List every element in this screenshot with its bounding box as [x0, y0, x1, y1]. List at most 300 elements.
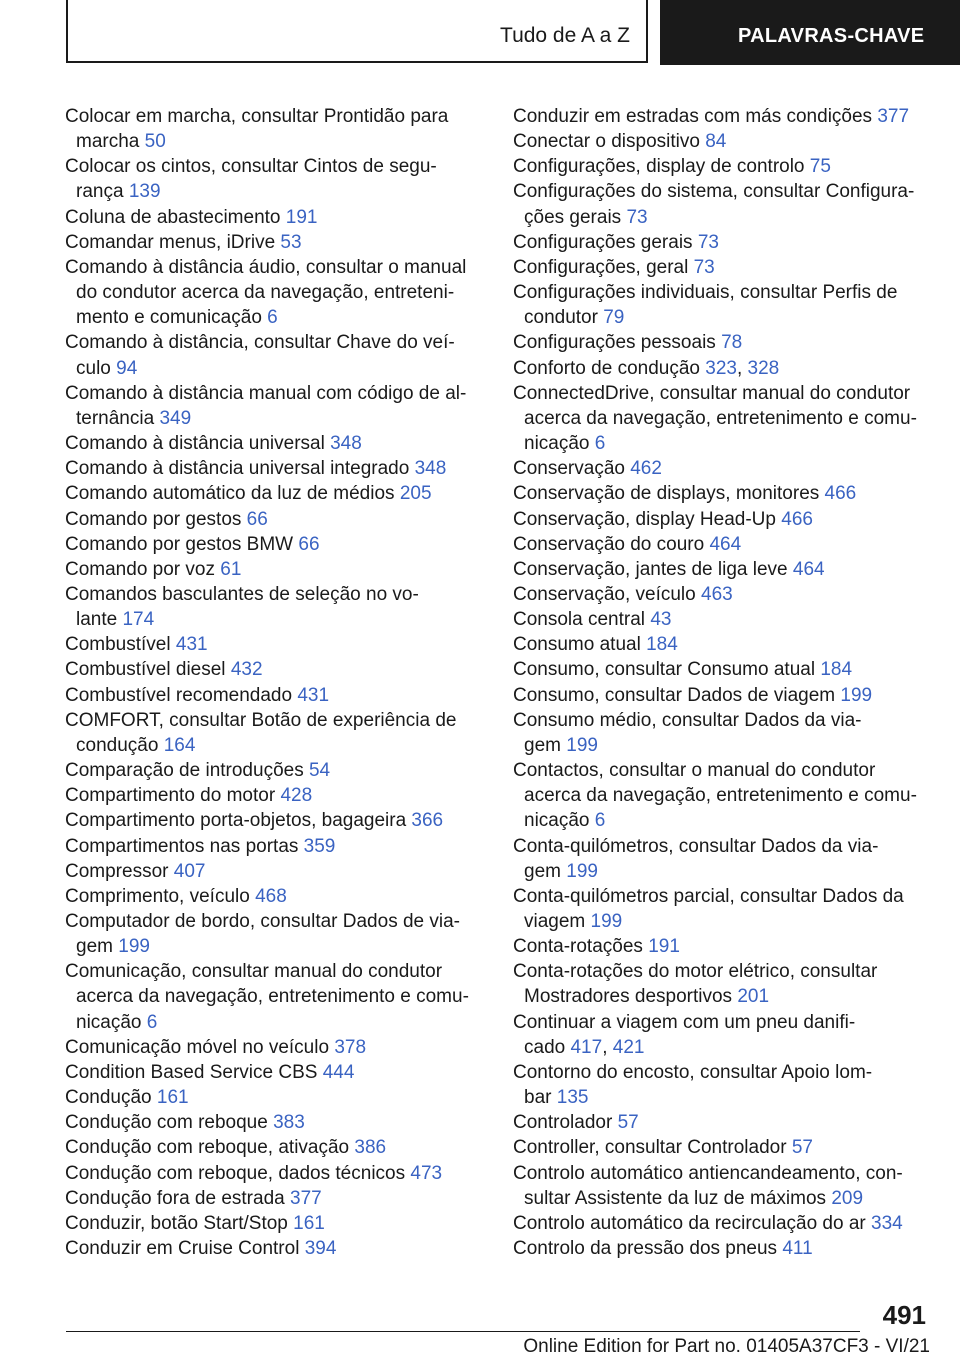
index-entry [513, 607, 933, 632]
index-entry [65, 205, 485, 230]
page-reference-link[interactable]: 464 [709, 533, 742, 555]
index-entry-line [65, 1085, 485, 1110]
index-entry-line [513, 582, 933, 607]
index-entry-line [65, 356, 485, 381]
index-entry [513, 330, 933, 355]
page-reference-link[interactable]: 66 [298, 533, 320, 555]
index-entry [65, 330, 485, 380]
page-reference-link[interactable]: 366 [411, 810, 444, 832]
page-reference-link[interactable]: 323 [705, 357, 737, 379]
page-reference-link[interactable]: 359 [303, 835, 336, 857]
index-entry-line [513, 657, 933, 682]
index-entry-line [513, 783, 933, 808]
index-term: gem [524, 734, 561, 756]
index-column-right [513, 104, 933, 1261]
index-term: Condução com reboque, dados técnicos [65, 1162, 406, 1184]
index-entry [513, 1236, 933, 1261]
index-entry-line [513, 632, 933, 657]
index-term: sultar Assistente da luz de máximos [524, 1187, 827, 1209]
index-entry-line [65, 255, 485, 280]
index-entry [65, 507, 485, 532]
index-term: Configurações, display de controlo [513, 156, 805, 178]
chapter-tab [660, 0, 960, 65]
index-entry-line [513, 255, 933, 280]
index-entry [513, 179, 933, 229]
index-entry [65, 1110, 485, 1135]
page-reference-link[interactable]: 199 [118, 936, 150, 958]
page-reference-link[interactable]: 199 [590, 911, 623, 932]
index-entry-line [513, 280, 933, 305]
index-entry-line [65, 783, 485, 808]
page-reference-link[interactable]: 199 [566, 860, 598, 882]
page-reference-link[interactable]: 191 [648, 936, 680, 958]
index-entry [65, 884, 485, 909]
index-entry [513, 708, 933, 758]
index-term: Comandos basculantes de seleção no vo- [65, 583, 419, 605]
index-term: gem [524, 860, 561, 882]
page-reference-link[interactable]: 386 [354, 1137, 387, 1159]
page-reference-link[interactable]: 57 [617, 1112, 639, 1134]
page-reference-link[interactable]: 6 [594, 433, 606, 455]
index-entry [65, 456, 485, 481]
index-term: Configurações individuais, consultar Perfis de [513, 282, 898, 304]
index-entry-line [513, 104, 933, 129]
index-entry [65, 834, 485, 859]
page-reference-link[interactable]: 466 [781, 508, 813, 530]
index-term: Comando por voz [65, 558, 215, 580]
index-term: Mostradores desportivos [524, 986, 733, 1008]
index-entry-line [65, 834, 485, 859]
page-reference-link[interactable]: 6 [594, 810, 606, 832]
index-entry-line [65, 179, 485, 204]
index-entry [513, 255, 933, 280]
index-entry-line [65, 1060, 485, 1085]
index-entry-line [513, 859, 933, 884]
index-entry-line [513, 330, 933, 355]
index-entry [65, 909, 485, 959]
index-term: Controlo da pressão dos pneus [513, 1238, 778, 1260]
index-term: Comunicação, consultar manual do condutor [65, 961, 443, 983]
index-term: Coluna de abastecimento [65, 206, 281, 228]
chapter-tab-label: PALAVRAS-CHAVE [738, 25, 925, 47]
index-entry [513, 481, 933, 506]
page-reference-link[interactable]: 432 [230, 659, 263, 681]
index-entry [513, 959, 933, 1009]
index-term: Colocar em marcha, consultar Prontidão para [65, 106, 449, 127]
index-term: Combustível [65, 634, 171, 656]
page-reference-link[interactable]: 473 [410, 1162, 443, 1184]
index-entry-line [65, 1010, 485, 1035]
index-entry-line [65, 1186, 485, 1211]
index-entry-line [513, 1010, 933, 1035]
index-term: Conservação de displays, monitores [513, 483, 820, 505]
index-term: Comando automático da luz de médios [65, 483, 395, 505]
index-entry [65, 582, 485, 632]
index-entry [513, 1110, 933, 1135]
index-entry-line [65, 1135, 485, 1160]
index-term: Contactos, consultar o manual do condutor [513, 760, 876, 782]
index-term: Configurações pessoais [513, 332, 716, 354]
index-entry [65, 1186, 485, 1211]
page-reference-link[interactable]: 466 [824, 483, 857, 505]
index-term: Conta-quilómetros, consultar Dados da via- [513, 835, 879, 857]
index-entry [513, 230, 933, 255]
index-entry [513, 129, 933, 154]
index-entry [513, 104, 933, 129]
index-term: Compressor [65, 860, 169, 882]
index-entry [65, 532, 485, 557]
page-reference-link[interactable]: 50 [144, 131, 166, 153]
page-reference-link[interactable]: 348 [330, 433, 362, 455]
index-entry-line [65, 104, 485, 129]
index-term: Consumo atual [513, 634, 641, 656]
index-entry [513, 154, 933, 179]
index-term: Controlador [513, 1112, 613, 1134]
index-term: Comando por gestos [65, 508, 242, 530]
index-entry-line [65, 1211, 485, 1236]
index-entry [65, 1135, 485, 1160]
index-term: mento e comunicação [76, 307, 262, 329]
index-entry-line [513, 230, 933, 255]
index-entry [513, 1161, 933, 1211]
page-reference-link[interactable]: 334 [871, 1212, 903, 1234]
index-entry-line [65, 657, 485, 682]
page-reference-link[interactable]: 417 [570, 1036, 603, 1058]
index-entry-line [65, 808, 485, 833]
page-reference-link[interactable]: 73 [697, 231, 719, 253]
index-column-left [65, 104, 485, 1261]
page-reference-link[interactable]: 201 [737, 986, 770, 1008]
index-entry [65, 431, 485, 456]
page-reference-link[interactable]: 184 [646, 634, 678, 656]
index-term: Comunicação móvel no veículo [65, 1036, 330, 1058]
index-entry-line [65, 934, 485, 959]
index-entry-line [65, 557, 485, 582]
index-entry-line [513, 205, 933, 230]
index-term: Conectar o dispositivo [513, 131, 700, 153]
index-term: Condução com reboque, ativação [65, 1137, 350, 1159]
index-entry [513, 456, 933, 481]
page-reference-link[interactable]: 462 [630, 458, 662, 480]
page-reference-link[interactable]: 139 [128, 181, 161, 203]
page-reference-link[interactable]: 464 [792, 558, 825, 580]
page-reference-link[interactable]: 407 [173, 860, 206, 882]
index-term: Continuar a viagem com um pneu danifi- [513, 1011, 856, 1033]
page-reference-link[interactable]: 184 [820, 659, 853, 681]
page-reference-link[interactable]: 94 [116, 357, 138, 379]
index-entry-line [513, 758, 933, 783]
index-term: Comando à distância áudio, consultar o manual [65, 256, 467, 278]
index-entry [65, 381, 485, 431]
index-entry-line [65, 481, 485, 506]
index-term: condução [76, 734, 159, 756]
index-term: Conservação, veículo [513, 583, 696, 605]
index-entry-line [513, 456, 933, 481]
index-term: condutor [524, 307, 598, 329]
index-entry [513, 884, 933, 934]
index-entry [65, 783, 485, 808]
index-entry [513, 657, 933, 682]
index-entry-line [513, 507, 933, 532]
index-entry-line [65, 859, 485, 884]
page-reference-link[interactable]: 383 [273, 1112, 305, 1134]
index-term: ções gerais [524, 206, 622, 228]
index-entry-line [513, 708, 933, 733]
page-reference-link[interactable]: 431 [297, 684, 330, 706]
index-term: Consumo médio, consultar Dados da via- [513, 709, 862, 731]
index-entry-line [513, 834, 933, 859]
index-entry-line [513, 909, 933, 934]
page-reference-link[interactable]: 421 [612, 1036, 645, 1058]
index-entry-line [513, 1135, 933, 1160]
index-term: Compartimento porta-objetos, bagageira [65, 810, 407, 832]
page-reference-link[interactable]: 161 [293, 1212, 325, 1234]
page-reference-link[interactable]: 444 [322, 1061, 355, 1083]
index-entry-line [513, 532, 933, 557]
index-entry-line [513, 683, 933, 708]
index-entry-line [65, 129, 485, 154]
page-reference-link[interactable]: 378 [334, 1036, 367, 1058]
index-term: Comando à distância universal [65, 433, 325, 455]
page-reference-link[interactable]: 53 [280, 231, 302, 253]
index-term: Comando à distância universal integrado [65, 458, 410, 480]
page-reference-link[interactable]: 205 [399, 483, 432, 505]
index-entry [65, 708, 485, 758]
page-reference-link[interactable]: 428 [280, 785, 313, 807]
index-term: cado [524, 1036, 566, 1058]
index-entry [65, 481, 485, 506]
page-reference-link[interactable]: 328 [747, 357, 780, 379]
page-reference-link[interactable]: 75 [809, 156, 831, 178]
index-entry [65, 104, 485, 154]
page-reference-link[interactable]: 66 [246, 508, 268, 530]
index-term: culo [76, 357, 111, 379]
index-term: rança [76, 181, 124, 203]
page-reference-link[interactable]: 61 [220, 558, 242, 580]
index-term: Configurações, geral [513, 256, 689, 278]
page-reference-link[interactable]: 199 [566, 734, 598, 756]
index-entry-line [513, 1161, 933, 1186]
index-entry [513, 632, 933, 657]
index-term: nicação [524, 433, 590, 455]
index-entry [65, 657, 485, 682]
index-term: Comando à distância, consultar Chave do veí- [65, 332, 455, 354]
page-reference-link[interactable]: 348 [414, 458, 447, 480]
index-entry-line [513, 934, 933, 959]
index-entry [513, 683, 933, 708]
index-entry [513, 280, 933, 330]
index-entry [65, 808, 485, 833]
page-reference-link[interactable]: 161 [156, 1087, 189, 1109]
index-term: Combustível diesel [65, 659, 226, 681]
index-entry [65, 1035, 485, 1060]
index-term: gem [76, 936, 113, 958]
page-reference-link[interactable]: 209 [831, 1187, 864, 1209]
index-entry [513, 1135, 933, 1160]
index-term: Comando à distância manual com código de al- [65, 382, 467, 404]
index-term: Computador de bordo, consultar Dados de via- [65, 911, 461, 932]
page-reference-link[interactable]: 84 [705, 131, 727, 153]
index-term: Conta-rotações do motor elétrico, consultar [513, 961, 878, 983]
index-entry [513, 557, 933, 582]
index-term: Conservação do couro [513, 533, 705, 555]
index-entry-line [513, 305, 933, 330]
index-entry-line [513, 1085, 933, 1110]
index-entry [65, 1085, 485, 1110]
index-term: nicação [76, 1011, 142, 1033]
page-reference-link[interactable]: 411 [782, 1238, 813, 1260]
index-entry-line: cado 417, 421 [524, 1036, 645, 1058]
index-entry-line [65, 884, 485, 909]
page-reference-link[interactable]: 73 [626, 206, 648, 228]
index-entry-line [65, 632, 485, 657]
index-entry-line [65, 733, 485, 758]
page-reference-link[interactable]: 431 [175, 634, 208, 656]
index-entry [513, 1010, 933, 1060]
index-entry-line [65, 959, 485, 984]
index-entry [513, 758, 933, 833]
index-term: Configurações gerais [513, 231, 693, 253]
index-term: Comparação de introduções [65, 760, 304, 782]
index-entry-line [513, 1211, 933, 1236]
page-reference-link[interactable]: 135 [556, 1087, 589, 1109]
index-entry-line [513, 154, 933, 179]
page-reference-link[interactable]: 174 [122, 609, 155, 631]
page-reference-link[interactable]: 164 [163, 734, 196, 756]
index-term: Combustível recomendado [65, 684, 293, 706]
index-entry [513, 532, 933, 557]
index-entry-line [513, 808, 933, 833]
index-entry-line [65, 582, 485, 607]
page-reference-link[interactable]: 394 [304, 1238, 337, 1260]
index-entry-line: Conforto de condução 323, 328 [513, 357, 780, 379]
page-reference-link[interactable]: 199 [840, 684, 873, 706]
index-entry-line [65, 431, 485, 456]
index-entry [513, 507, 933, 532]
index-entry [513, 356, 933, 381]
index-term: acerca da navegação, entretenimento e comu- [76, 986, 469, 1008]
footer-divider [66, 1331, 860, 1332]
index-entry-line [513, 1186, 933, 1211]
index-entry-line [65, 1110, 485, 1135]
page-reference-link[interactable]: 377 [877, 106, 910, 127]
index-term: Contorno do encosto, consultar Apoio lom- [513, 1061, 873, 1083]
page-reference-link[interactable]: 6 [267, 307, 278, 329]
index-entry [513, 834, 933, 884]
index-term: Consumo, consultar Consumo atual [513, 659, 816, 681]
index-entry-line [65, 280, 485, 305]
index-entry-line [65, 507, 485, 532]
page-reference-link[interactable]: 57 [791, 1137, 813, 1159]
page-reference-link[interactable]: 349 [159, 407, 192, 429]
index-term: Compartimento do motor [65, 785, 276, 807]
index-entry-line [65, 1236, 485, 1261]
page-reference-link[interactable]: 463 [701, 583, 733, 605]
index-entry [65, 683, 485, 708]
index-entry-line [65, 532, 485, 557]
index-entry-line [513, 733, 933, 758]
index-entry-line [65, 205, 485, 230]
page-reference-link[interactable]: 191 [285, 206, 318, 228]
index-term: Condução [65, 1087, 152, 1109]
page-reference-link[interactable]: 78 [721, 332, 743, 354]
index-entry-line [513, 557, 933, 582]
index-entry [65, 1236, 485, 1261]
index-term: ConnectedDrive, consultar manual do condutor [513, 382, 911, 404]
index-entry [65, 758, 485, 783]
index-term: COMFORT, consultar Botão de experiência de [65, 709, 457, 731]
index-term: Conforto de condução [513, 357, 700, 379]
index-term: Conta-quilómetros parcial, consultar Dados da [513, 885, 904, 907]
index-entry-line [65, 708, 485, 733]
index-entry [513, 582, 933, 607]
index-entry-line [513, 381, 933, 406]
index-entry-line [65, 154, 485, 179]
index-term: viagem [524, 911, 586, 932]
index-entry [65, 154, 485, 204]
index-term: Controlo automático antiencandeamento, con- [513, 1162, 903, 1184]
index-term: Conservação [513, 458, 625, 480]
index-term: do condutor acerca da navegação, entreteni- [76, 282, 455, 304]
header-section-box [66, 0, 648, 63]
index-term: Consumo, consultar Dados de viagem [513, 684, 836, 706]
index-term: Conduzir, botão Start/Stop [65, 1212, 288, 1234]
index-entry-line [65, 330, 485, 355]
index-term: Controller, consultar Controlador [513, 1137, 787, 1159]
page-reference-link[interactable]: 73 [693, 256, 715, 278]
index-entry [65, 255, 485, 330]
index-entry [65, 1211, 485, 1236]
index-term: Condução fora de estrada [65, 1187, 285, 1209]
index-entry-line [513, 959, 933, 984]
index-entry-line [65, 909, 485, 934]
index-entry [513, 1211, 933, 1236]
index-entry-line [65, 456, 485, 481]
index-entry-line [513, 884, 933, 909]
page-reference-link[interactable]: 79 [603, 307, 625, 329]
page-reference-link[interactable]: 468 [255, 885, 287, 907]
index-entry-line [65, 1161, 485, 1186]
index-term: Conduzir em estradas com más condições [513, 106, 873, 127]
index-entry-line [513, 984, 933, 1009]
index-term: Controlo automático da recirculação do ar [513, 1212, 866, 1234]
index-entry-line [513, 1060, 933, 1085]
page-reference-link[interactable]: 6 [146, 1011, 158, 1033]
index-term: nicação [524, 810, 590, 832]
page-reference-link[interactable]: 54 [308, 760, 331, 782]
index-term: Comandar menus, iDrive [65, 231, 276, 253]
index-entry [65, 632, 485, 657]
page-reference-link[interactable]: 43 [650, 609, 672, 631]
index-entry-line [513, 406, 933, 431]
index-entry-line [65, 683, 485, 708]
footer-edition: Online Edition for Part no. 01405A37CF3 - VI/21 [523, 1336, 930, 1357]
index-entry [513, 381, 933, 456]
index-term: marcha [76, 131, 140, 153]
index-term: Consola central [513, 609, 646, 631]
index-term: acerca da navegação, entretenimento e comu- [524, 407, 917, 429]
index-term: acerca da navegação, entretenimento e comu- [524, 785, 917, 807]
index-entry-line [65, 984, 485, 1009]
index-entry [65, 859, 485, 884]
page-reference-link[interactable]: 377 [290, 1187, 322, 1209]
index-entry [65, 1161, 485, 1186]
index-entry [65, 1060, 485, 1085]
section-name: Tudo de A a Z [500, 24, 630, 47]
index-entry-line [65, 230, 485, 255]
index-term: Comprimento, veículo [65, 885, 250, 907]
index-entry-line [513, 431, 933, 456]
